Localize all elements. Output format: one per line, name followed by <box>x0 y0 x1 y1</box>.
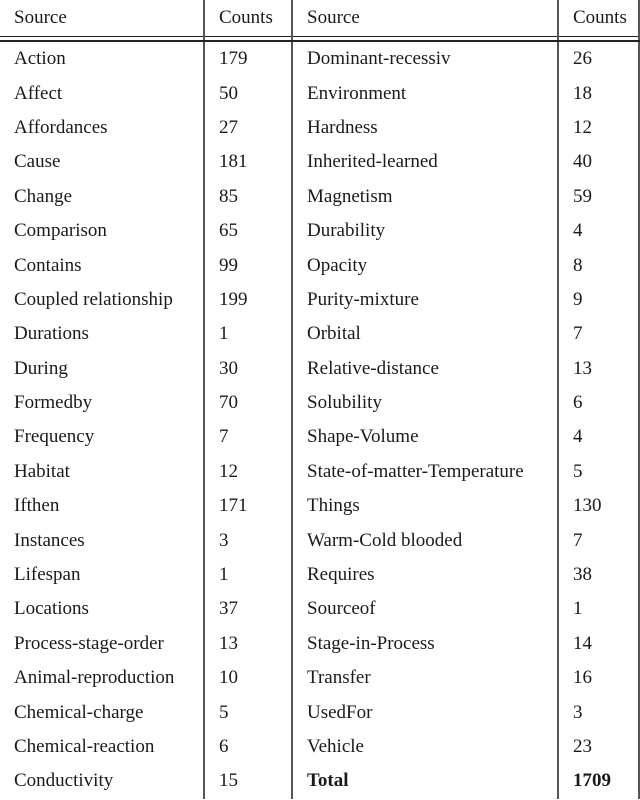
header-counts-right: Counts <box>558 0 639 37</box>
left-source-cell: Contains <box>14 254 82 276</box>
right-count-cell: 14 <box>558 627 639 661</box>
right-count-cell: 5 <box>558 455 639 489</box>
right-source-cell: Orbital <box>292 317 558 351</box>
right-source-cell: Durability <box>292 214 558 248</box>
left-source-cell: Cause <box>14 151 61 173</box>
left-count-cell: 171 <box>204 489 292 523</box>
left-count-cell: 1 <box>204 317 292 351</box>
right-count-cell: 18 <box>558 76 639 110</box>
right-source-cell: Hardness <box>292 111 558 145</box>
right-count-cell: 6 <box>558 386 639 420</box>
left-count-cell: 15 <box>204 764 292 798</box>
right-source-cell: Relative-distance <box>292 352 558 386</box>
table-row <box>0 627 639 661</box>
left-source-cell: Conductivity <box>14 770 114 792</box>
left-count-cell: 37 <box>204 592 292 626</box>
header-source-right: Source <box>292 0 558 37</box>
table-row <box>0 661 639 695</box>
right-count-cell: 59 <box>558 180 639 214</box>
right-count-cell: 23 <box>558 730 639 764</box>
right-count-cell: 3 <box>558 695 639 729</box>
total-label-cell: Total <box>292 764 558 798</box>
table-row <box>0 523 639 557</box>
left-source-cell: Action <box>14 48 66 70</box>
right-source-cell: Dominant-recessiv <box>292 41 558 76</box>
right-source-cell: Requires <box>292 558 558 592</box>
right-source-cell: Sourceof <box>292 592 558 626</box>
right-count-cell: 9 <box>558 283 639 317</box>
left-source-cell: Affordances <box>14 116 108 138</box>
table-row <box>0 420 639 454</box>
left-count-cell: 6 <box>204 730 292 764</box>
right-source-cell: Inherited-learned <box>292 145 558 179</box>
table-row <box>0 730 639 764</box>
right-source-cell: Transfer <box>292 661 558 695</box>
left-count-cell: 27 <box>204 111 292 145</box>
right-count-cell: 40 <box>558 145 639 179</box>
total-count-cell: 1709 <box>558 764 639 798</box>
table-row <box>0 455 639 489</box>
left-source-cell: Frequency <box>14 426 95 448</box>
table-row <box>0 764 639 798</box>
left-source-cell: Affect <box>14 82 63 104</box>
left-count-cell: 5 <box>204 695 292 729</box>
left-count-cell: 70 <box>204 386 292 420</box>
right-count-cell: 8 <box>558 248 639 282</box>
left-count-cell: 179 <box>204 41 292 76</box>
header-row <box>0 0 639 37</box>
right-count-cell: 26 <box>558 41 639 76</box>
left-count-cell: 50 <box>204 76 292 110</box>
table-row <box>0 592 639 626</box>
table-row <box>0 558 639 592</box>
left-source-cell: Instances <box>14 529 85 551</box>
right-count-cell: 130 <box>558 489 639 523</box>
right-source-cell: Vehicle <box>292 730 558 764</box>
right-count-cell: 1 <box>558 592 639 626</box>
left-count-cell: 10 <box>204 661 292 695</box>
table-row <box>0 695 639 729</box>
right-count-cell: 7 <box>558 523 639 557</box>
right-source-cell: State-of-matter-Temperature <box>292 455 558 489</box>
right-source-cell: Magnetism <box>292 180 558 214</box>
right-count-cell: 4 <box>558 420 639 454</box>
right-source-cell: Purity-mixture <box>292 283 558 317</box>
table-row <box>0 145 639 179</box>
left-count-cell: 199 <box>204 283 292 317</box>
table-row <box>0 111 639 145</box>
right-count-cell: 16 <box>558 661 639 695</box>
left-count-cell: 13 <box>204 627 292 661</box>
left-source-cell: Process-stage-order <box>14 632 164 654</box>
left-source-cell: Formedby <box>14 392 93 414</box>
left-source-cell: Coupled relationship <box>14 288 173 310</box>
left-source-cell: Locations <box>14 598 89 620</box>
left-source-cell: Change <box>14 185 73 207</box>
header-source-left: Source <box>14 7 67 28</box>
right-source-cell: Stage-in-Process <box>292 627 558 661</box>
left-count-cell: 12 <box>204 455 292 489</box>
table-row <box>0 386 639 420</box>
right-count-cell: 38 <box>558 558 639 592</box>
right-source-cell: Opacity <box>292 248 558 282</box>
left-count-cell: 99 <box>204 248 292 282</box>
left-count-cell: 30 <box>204 352 292 386</box>
right-count-cell: 7 <box>558 317 639 351</box>
left-source-cell: During <box>14 357 68 379</box>
table-row <box>0 76 639 110</box>
table-row <box>0 352 639 386</box>
header-counts-left: Counts <box>204 0 292 37</box>
right-count-cell: 12 <box>558 111 639 145</box>
right-count-cell: 4 <box>558 214 639 248</box>
left-count-cell: 1 <box>204 558 292 592</box>
left-source-cell: Habitat <box>14 460 70 482</box>
left-source-cell: Comparison <box>14 220 107 242</box>
left-source-cell: Chemical-charge <box>14 701 144 723</box>
left-count-cell: 181 <box>204 145 292 179</box>
left-source-cell: Ifthen <box>14 495 60 517</box>
table-row <box>0 317 639 351</box>
left-count-cell: 85 <box>204 180 292 214</box>
left-source-cell: Durations <box>14 323 89 345</box>
table-row <box>0 489 639 523</box>
right-count-cell: 13 <box>558 352 639 386</box>
left-source-cell: Lifespan <box>14 564 81 586</box>
table-row <box>0 248 639 282</box>
left-count-cell: 3 <box>204 523 292 557</box>
left-count-cell: 65 <box>204 214 292 248</box>
right-source-cell: Shape-Volume <box>292 420 558 454</box>
right-source-cell: Warm-Cold blooded <box>292 523 558 557</box>
table-row <box>0 41 639 76</box>
table-row <box>0 214 639 248</box>
right-source-cell: Things <box>292 489 558 523</box>
right-source-cell: Solubility <box>292 386 558 420</box>
left-count-cell: 7 <box>204 420 292 454</box>
left-source-cell: Chemical-reaction <box>14 736 155 757</box>
right-source-cell: UsedFor <box>292 695 558 729</box>
table-row <box>0 283 639 317</box>
right-source-cell: Environment <box>292 76 558 110</box>
left-source-cell: Animal-reproduction <box>14 667 175 689</box>
table-row <box>0 180 639 214</box>
